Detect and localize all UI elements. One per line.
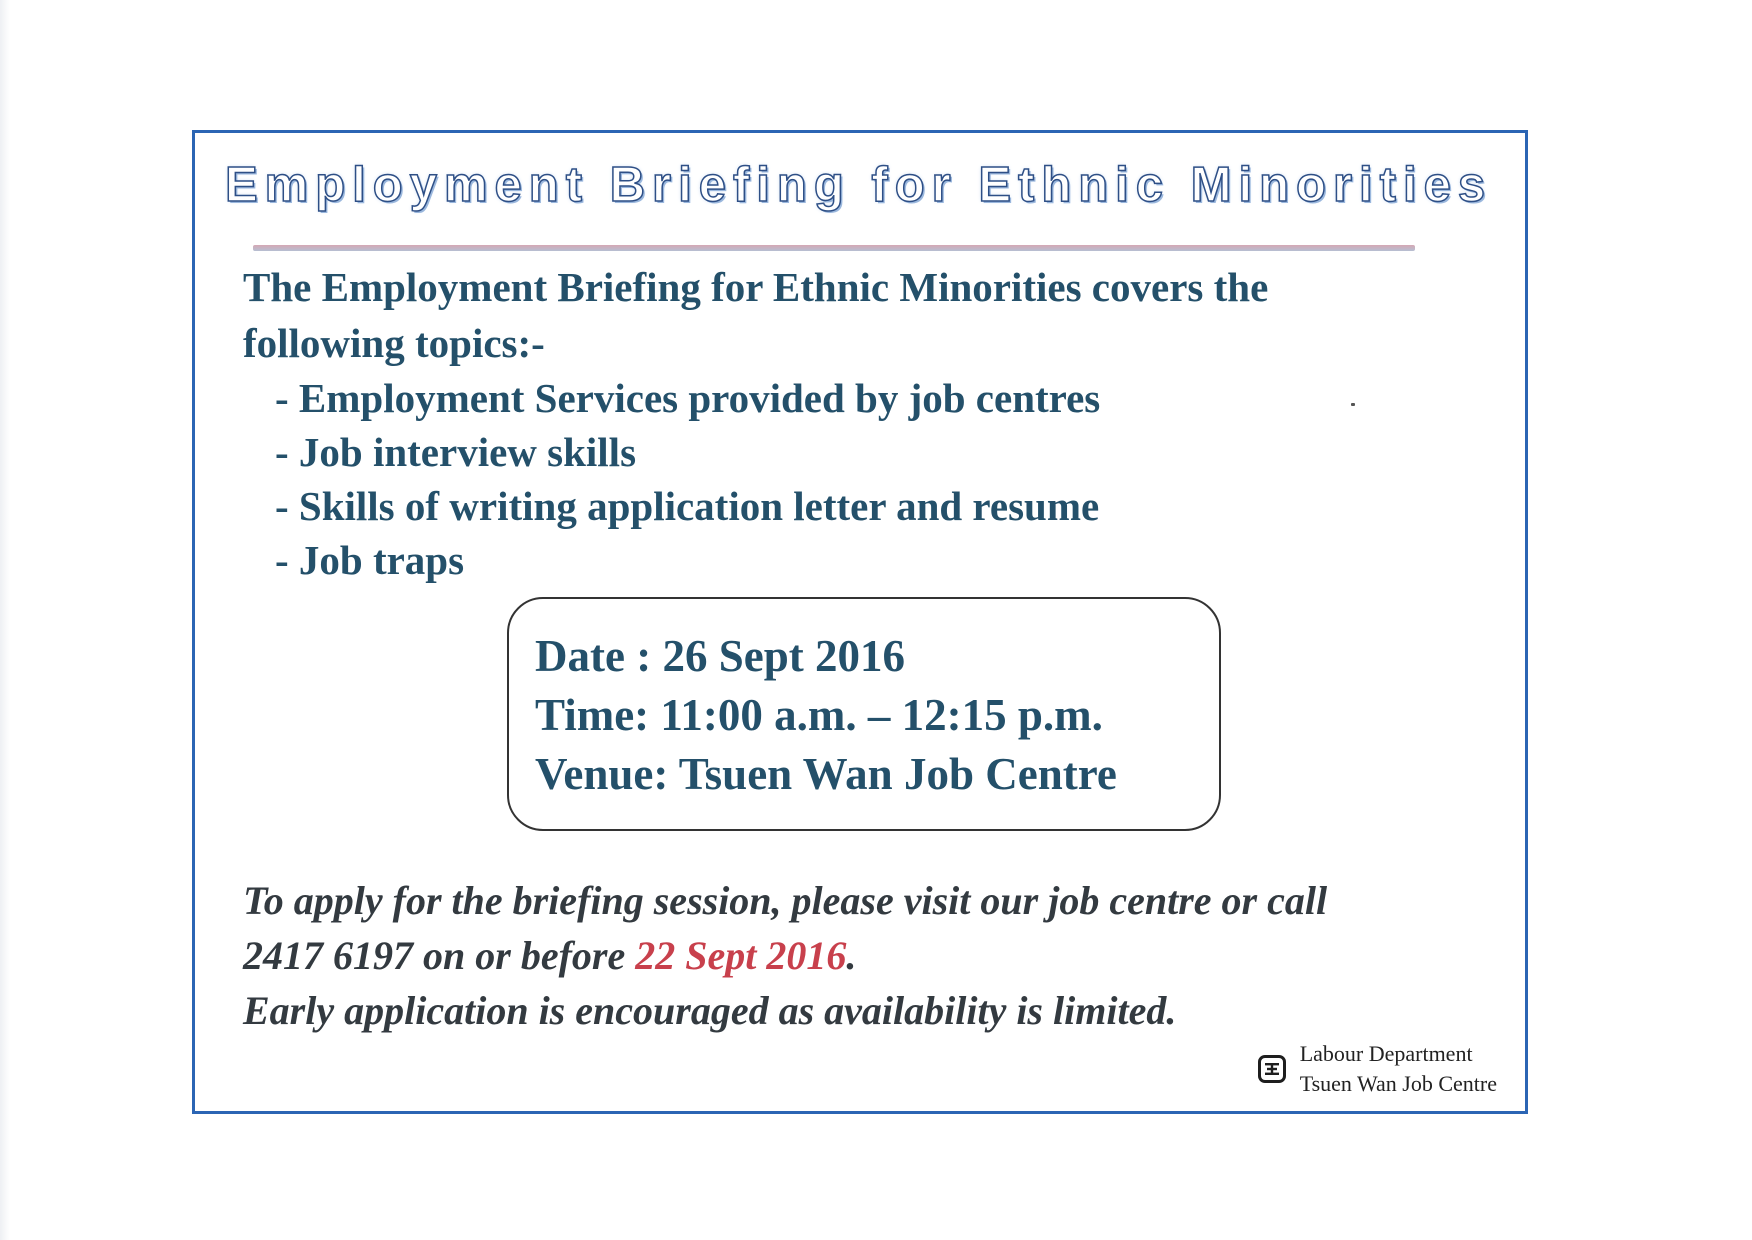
application-instructions (243, 873, 1403, 1038)
labour-department-emblem-icon (1258, 1055, 1286, 1083)
department-name: Labour Department (1299, 1041, 1473, 1066)
session-time: Time: 11:00 a.m. – 12:15 p.m. (535, 690, 1103, 740)
session-venue: Venue: Tsuen Wan Job Centre (535, 749, 1117, 799)
session-details-box (507, 597, 1221, 831)
scan-edge-shadow (0, 0, 10, 1240)
session-date: Date : 26 Sept 2016 (535, 631, 905, 681)
apply-text: To apply for the briefing session, please visit our job centre or call 2417 6197 on or before (243, 878, 1328, 978)
centre-name: Tsuen Wan Job Centre (1299, 1071, 1497, 1096)
apply-note: Early application is encouraged as availability is limited. (243, 988, 1177, 1033)
apply-deadline: 22 Sept 2016 (635, 933, 847, 978)
title-divider (253, 245, 1415, 251)
scan-speck (1351, 403, 1355, 406)
poster-title: Employment Briefing for Ethnic Minorities (225, 158, 1493, 212)
apply-period: . (846, 933, 857, 978)
poster-frame (192, 130, 1528, 1114)
topic-item: - Job traps (275, 537, 465, 583)
topic-item: - Employment Services provided by job centres (275, 375, 1101, 421)
topic-list (275, 371, 1100, 587)
intro-text: The Employment Briefing for Ethnic Minorities covers the following topics:- (243, 264, 1269, 366)
topic-item: - Skills of writing application letter and resume (275, 483, 1100, 529)
organisation-footer (1258, 1039, 1497, 1099)
topic-item: - Job interview skills (275, 429, 637, 475)
